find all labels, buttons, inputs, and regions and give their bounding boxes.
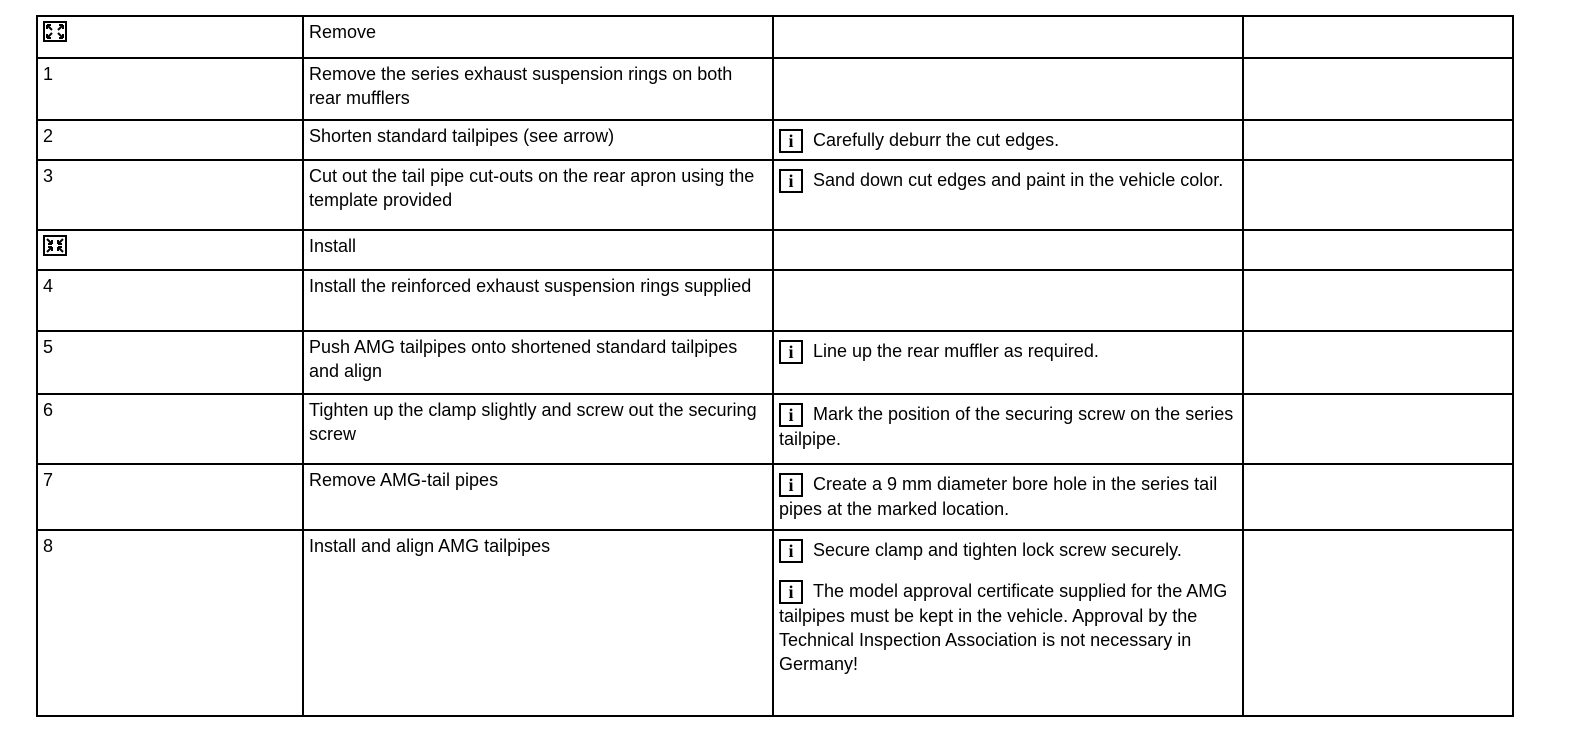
info-icon: i bbox=[779, 169, 803, 193]
table-row bbox=[37, 331, 1513, 394]
step-number-cell: 8 bbox=[37, 530, 303, 716]
action-cell: Cut out the tail pipe cut-outs on the rear apron using the template provided bbox=[303, 160, 773, 230]
action-cell: Push AMG tailpipes onto shortened standard tailpipes and align bbox=[303, 331, 773, 394]
extra-cell bbox=[1243, 464, 1513, 530]
note bbox=[779, 335, 1237, 364]
step-number-cell: 6 bbox=[37, 394, 303, 464]
extra-cell bbox=[1243, 331, 1513, 394]
step-number-cell: 1 bbox=[37, 58, 303, 120]
step-number-cell: 3 bbox=[37, 160, 303, 230]
note-text: Carefully deburr the cut edges. bbox=[813, 130, 1060, 150]
notes-cell bbox=[773, 464, 1243, 530]
table-row bbox=[37, 58, 1513, 120]
note-text: The model approval certificate supplied for the AMG tailpipes must be kept in the vehicle. Approval by the Technical Inspection Association is not necessary in Germany! bbox=[779, 581, 1228, 674]
action-cell: Tighten up the clamp slightly and screw out the securing screw bbox=[303, 394, 773, 464]
note bbox=[779, 164, 1237, 193]
action-cell: Install and align AMG tailpipes bbox=[303, 530, 773, 716]
action-cell: Install the reinforced exhaust suspension rings supplied bbox=[303, 270, 773, 331]
action-cell: Shorten standard tailpipes (see arrow) bbox=[303, 120, 773, 160]
notes-cell bbox=[773, 58, 1243, 120]
info-icon: i bbox=[779, 539, 803, 563]
note bbox=[779, 534, 1237, 563]
extra-cell bbox=[1243, 530, 1513, 716]
info-icon: i bbox=[779, 340, 803, 364]
action-cell: Install bbox=[303, 230, 773, 270]
info-icon: i bbox=[779, 129, 803, 153]
table-row bbox=[37, 394, 1513, 464]
notes-cell bbox=[773, 530, 1243, 716]
notes-cell bbox=[773, 120, 1243, 160]
notes-cell bbox=[773, 394, 1243, 464]
extra-cell bbox=[1243, 58, 1513, 120]
note bbox=[779, 124, 1237, 153]
action-cell: Remove AMG-tail pipes bbox=[303, 464, 773, 530]
step-number-cell: 4 bbox=[37, 270, 303, 331]
note-text: Secure clamp and tighten lock screw securely. bbox=[813, 540, 1182, 560]
note-text: Line up the rear muffler as required. bbox=[813, 341, 1099, 361]
table-row bbox=[37, 160, 1513, 230]
extra-cell bbox=[1243, 394, 1513, 464]
extra-cell bbox=[1243, 120, 1513, 160]
table-row bbox=[37, 530, 1513, 716]
note-text: Sand down cut edges and paint in the vehicle color. bbox=[813, 170, 1224, 190]
table-row bbox=[37, 16, 1513, 58]
note-text: Create a 9 mm diameter bore hole in the series tail pipes at the marked location. bbox=[779, 474, 1218, 519]
step-number-cell bbox=[37, 230, 303, 270]
step-number-cell: 5 bbox=[37, 331, 303, 394]
step-number-cell: 2 bbox=[37, 120, 303, 160]
collapse-arrows-icon bbox=[43, 235, 67, 256]
notes-cell bbox=[773, 331, 1243, 394]
step-number-cell: 7 bbox=[37, 464, 303, 530]
extra-cell bbox=[1243, 160, 1513, 230]
note bbox=[779, 468, 1237, 521]
notes-cell bbox=[773, 160, 1243, 230]
instructions-table bbox=[36, 15, 1514, 717]
table-row bbox=[37, 464, 1513, 530]
info-icon: i bbox=[779, 580, 803, 604]
table-row bbox=[37, 230, 1513, 270]
expand-arrows-icon bbox=[43, 21, 67, 42]
step-number-cell bbox=[37, 16, 303, 58]
notes-cell bbox=[773, 16, 1243, 58]
table-row bbox=[37, 270, 1513, 331]
table-row bbox=[37, 120, 1513, 160]
extra-cell bbox=[1243, 230, 1513, 270]
note bbox=[779, 398, 1237, 451]
note-text: Mark the position of the securing screw on the series tailpipe. bbox=[779, 404, 1234, 449]
extra-cell bbox=[1243, 16, 1513, 58]
info-icon: i bbox=[779, 473, 803, 497]
note bbox=[779, 573, 1237, 676]
info-icon: i bbox=[779, 403, 803, 427]
notes-cell bbox=[773, 270, 1243, 331]
action-cell: Remove bbox=[303, 16, 773, 58]
extra-cell bbox=[1243, 270, 1513, 331]
action-cell: Remove the series exhaust suspension rings on both rear mufflers bbox=[303, 58, 773, 120]
notes-cell bbox=[773, 230, 1243, 270]
